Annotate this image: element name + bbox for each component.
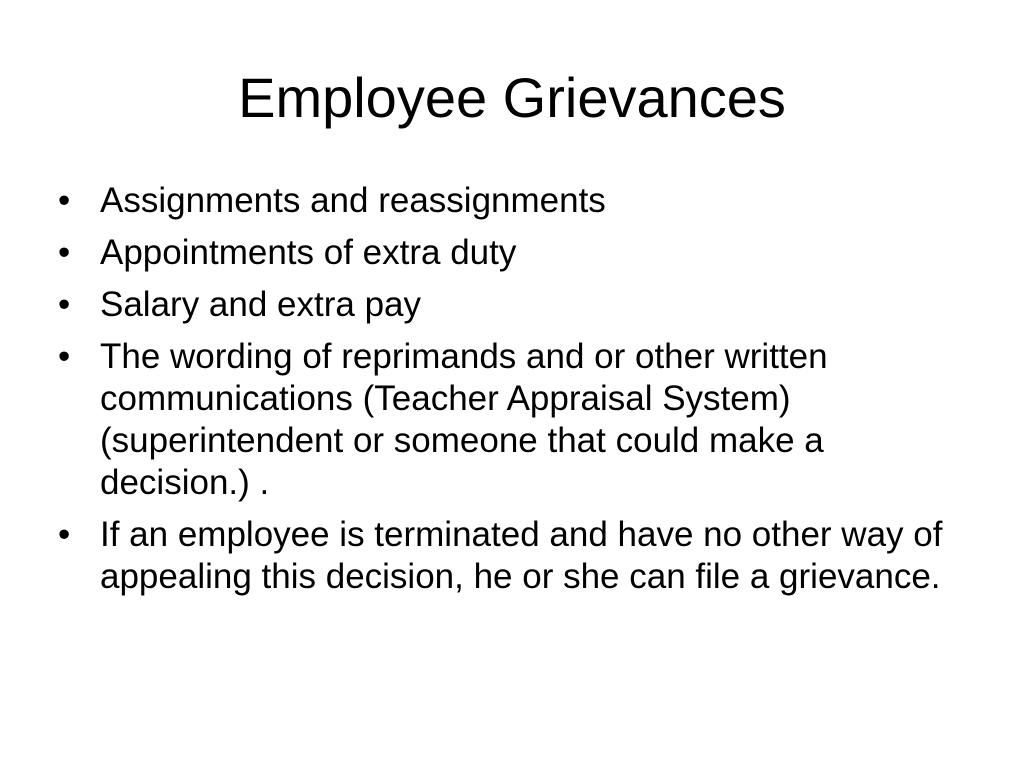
slide-title: Employee Grievances — [238, 66, 786, 129]
bullet-icon: • — [58, 515, 71, 554]
bullet-item — [52, 232, 972, 274]
bullet-text: Assignments and reassignments — [100, 181, 606, 220]
bullet-text: The wording of reprimands and or other written communications (Teacher Appraisal System) (superintendent or someone that could make a decision.) . — [100, 337, 828, 502]
bullet-item — [52, 336, 972, 504]
bullet-icon: • — [58, 285, 71, 324]
bullet-item — [52, 284, 972, 326]
bullet-icon: • — [58, 181, 71, 220]
bullet-item — [52, 514, 972, 598]
bullet-icon: • — [58, 233, 71, 272]
bullet-text: Salary and extra pay — [100, 285, 422, 324]
bullet-icon: • — [58, 337, 71, 376]
bullet-item — [52, 180, 972, 222]
bullet-text: If an employee is terminated and have no other way of appealing this decision, he or she can file a grievance. — [100, 515, 943, 596]
bullet-text: Appointments of extra duty — [100, 233, 517, 272]
bullet-list — [52, 180, 972, 608]
